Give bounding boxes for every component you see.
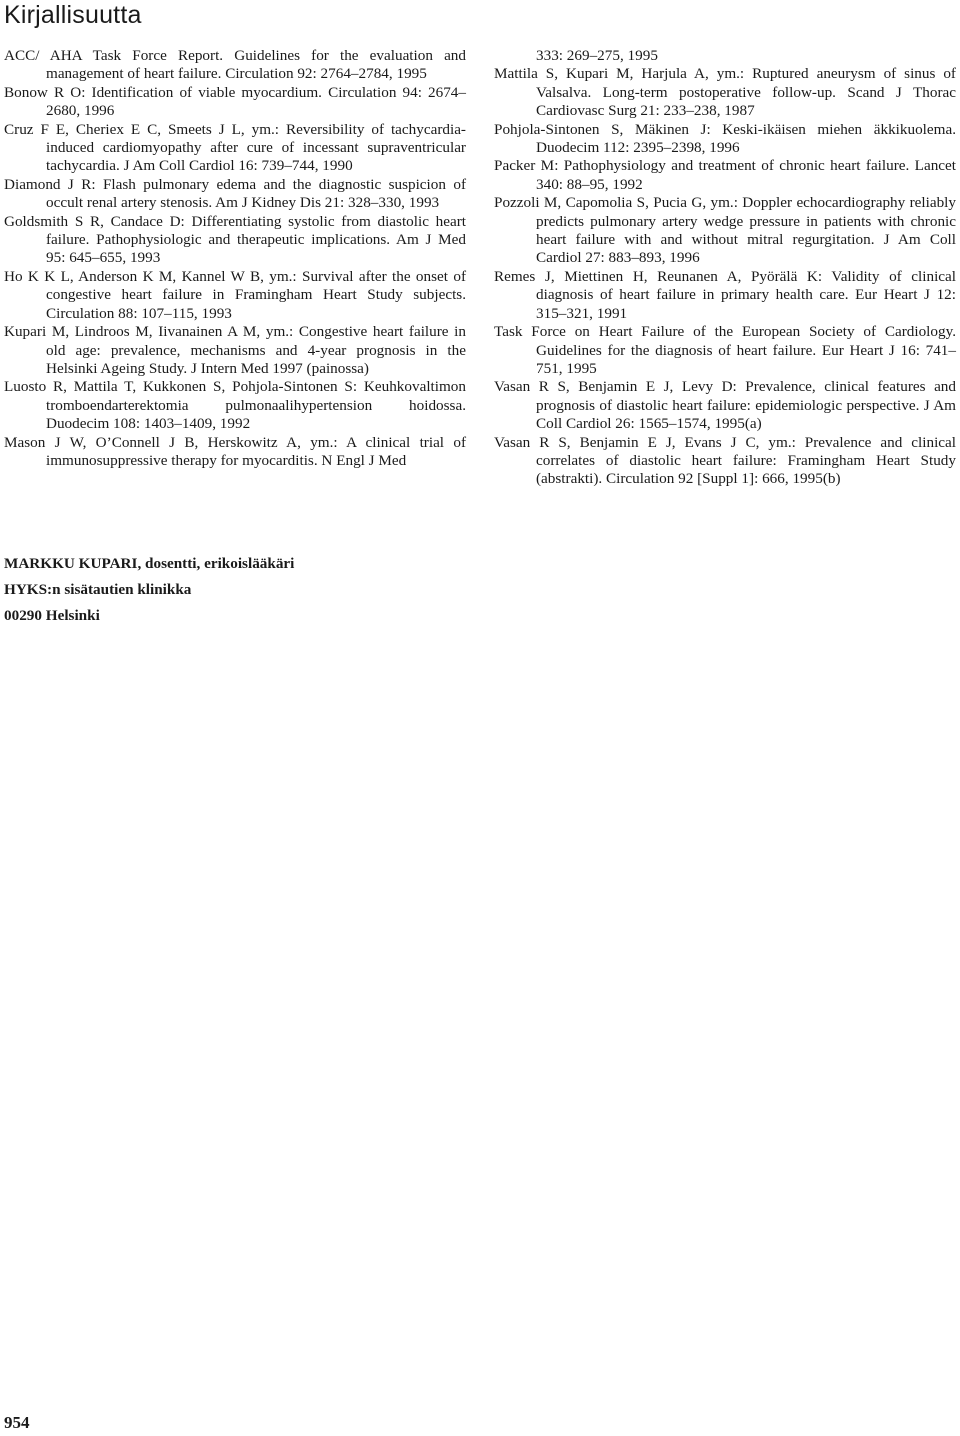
author-address: 00290 Helsinki [4,607,100,624]
reference-column-right [494,47,956,489]
reference-entry: Ho K K L, Anderson K M, Kannel W B, ym.: Survival after the onset of congestive heart failure in Framingham Heart Study subjects. Circulation 88: 107–115, 1993 [4,267,466,322]
reference-entry: ACC/ AHA Task Force Report. Guidelines for the evaluation and management of heart failure. Circulation 92: 2764–2784, 1995 [4,47,466,83]
reference-entry: Luosto R, Mattila T, Kukkonen S, Pohjola-Sintonen S: Keuhkovaltimon tromboendarterektomia pulmonaalihypertension hoidossa. Duodecim 108: 1403–1409, 1992 [4,378,466,433]
reference-entry: Pohjola-Sintonen S, Mäkinen J: Keski-ikäisen miehen äkkikuolema. Duodecim 112: 2395–2398, 1996 [494,120,956,157]
reference-continuation: 333: 269–275, 1995 [536,47,658,64]
reference-entry: Remes J, Miettinen H, Reunanen A, Pyörälä K: Validity of clinical diagnosis of heart failure in primary health care. Eur Heart J 12: 315–321, 1991 [494,267,956,322]
reference-column-left [4,47,466,470]
reference-entry: Vasan R S, Benjamin E J, Levy D: Prevalence, clinical features and prognosis of diastolic heart failure: epidemiologic perspective. J Am Coll Cardiol 26: 1565–1574, 1995(a) [494,378,956,433]
reference-entry: Goldsmith S R, Candace D: Differentiating systolic from diastolic heart failure. Pathophysiologic and therapeutic implications. Am J Med 95: 645–655, 1993 [4,212,466,267]
reference-entry: Bonow R O: Identification of viable myocardium. Circulation 94: 2674–2680, 1996 [4,83,466,120]
author-affiliation: HYKS:n sisätautien klinikka [4,581,192,598]
reference-entry: Pozzoli M, Capomolia S, Pucia G, ym.: Doppler echocardiography reliably predicts pulmonary artery wedge pressure in patients with chronic heart failure with and without mitral regurgitation. J Am Coll Cardiol 27: 883–893, 1996 [494,194,956,267]
reference-entry: Diamond J R: Flash pulmonary edema and the diagnostic suspicion of occult renal artery stenosis. Am J Kidney Dis 21: 328–330, 1993 [4,175,466,212]
author-name: MARKKU KUPARI, dosentti, erikoislääkäri [4,555,295,572]
reference-entry: Vasan R S, Benjamin E J, Evans J C, ym.: Prevalence and clinical correlates of diastolic heart failure: Framingham Heart Study (abstrakti). Circulation 92 [Suppl 1]: 666, 1995(b) [494,433,956,488]
author-info [4,551,294,629]
reference-entry: Cruz F E, Cheriex E C, Smeets J L, ym.: Reversibility of tachycardia-induced cardiomyopathy after cure of incessant supraventricular tachycardia. J Am Coll Cardiol 16: 739–744, 1990 [4,120,466,175]
reference-entry: Mason J W, O’Connell J B, Herskowitz A, ym.: A clinical trial of immunosuppressive therapy for myocarditis. N Engl J Med [4,433,466,469]
reference-entry: Mattila S, Kupari M, Harjula A, ym.: Ruptured aneurysm of sinus of Valsalva. Long-term postoperative follow-up. Scand J Thorac Cardiovasc Surg 21: 233–238, 1987 [494,65,956,120]
reference-entry: Kupari M, Lindroos M, Iivanainen A M, ym.: Congestive heart failure in old age: prevalence, mechanisms and 4-year prognosis in the Helsinki Ageing Study. J Intern Med 1997 (painossa) [4,323,466,377]
section-heading: Kirjallisuutta [4,1,142,29]
reference-entry: Packer M: Pathophysiology and treatment of chronic heart failure. Lancet 340: 88–95, 1992 [494,157,956,193]
page-number: 954 [4,1413,30,1432]
reference-entry: Task Force on Heart Failure of the European Society of Cardiology. Guidelines for the diagnosis of heart failure. Eur Heart J 16: 741–751, 1995 [494,323,956,377]
